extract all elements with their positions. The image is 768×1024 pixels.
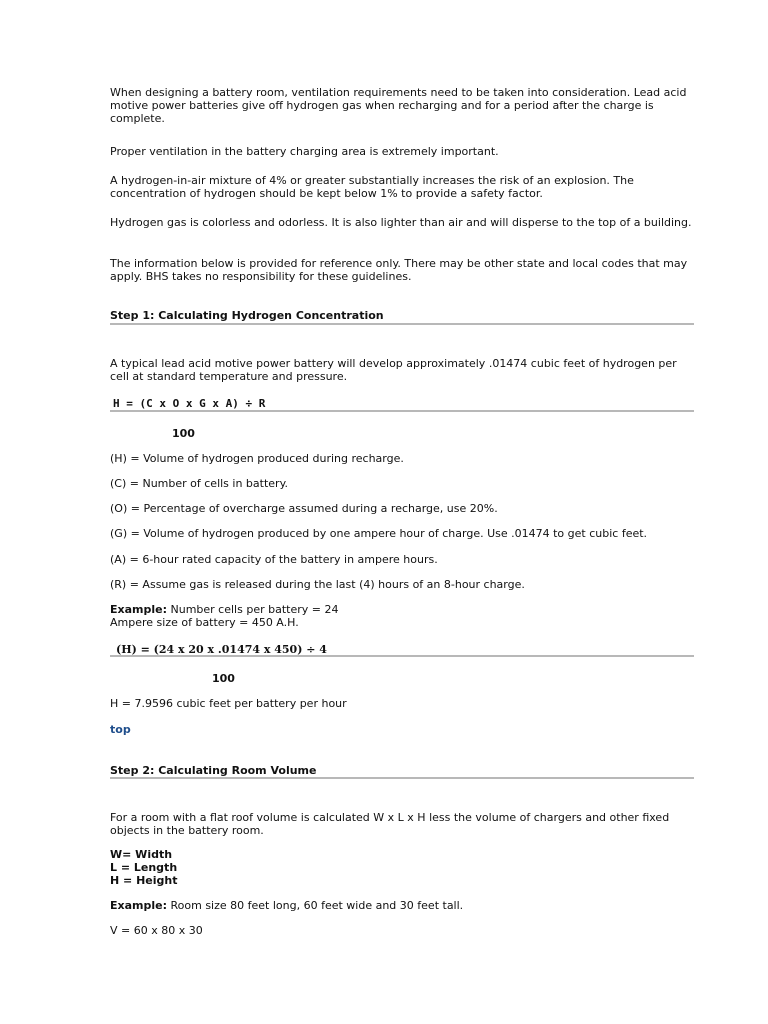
volume-calculation: V = 60 x 80 x 30 (110, 924, 203, 937)
formula-denominator: 100 (172, 427, 195, 440)
example-formula-divider (110, 655, 694, 657)
step1-intro: A typical lead acid motive power battery will develop approximately .01474 cubic feet of hydrogen per cell at standard temperature and pressure. (110, 357, 677, 383)
intro-paragraph-5: The information below is provided for reference only. There may be other state and local codes that may apply. BHS takes no responsibility for these guidelines. (110, 257, 688, 283)
step2-heading: Step 2: Calculating Room Volume (110, 764, 317, 777)
definition-width: W= Width (110, 848, 173, 861)
definition-a: (A) = 6-hour rated capacity of the battery in ampere hours. (110, 553, 438, 566)
step2-example-text: Room size 80 feet long, 60 feet wide and 30 feet tall. (167, 899, 464, 912)
intro-paragraph-1: When designing a battery room, ventilation requirements need to be taken into consideration. Lead acid motive power batteries give off hydrogen gas when recharging and for a period after the charge is complete. (110, 86, 687, 125)
step1-heading: Step 1: Calculating Hydrogen Concentration (110, 309, 384, 322)
step1-example (110, 603, 695, 629)
step1-result: H = 7.9596 cubic feet per battery per hour (110, 697, 347, 710)
intro-paragraph-3: A hydrogen-in-air mixture of 4% or greater substantially increases the risk of an explosion. The concentration of hydrogen should be kept below 1% to provide a safety factor. (110, 174, 634, 200)
step2-intro: For a room with a flat roof volume is calculated W x L x H less the volume of chargers and other fixed objects in the battery room. (110, 811, 670, 837)
hydrogen-formula: H = (C x O x G x A) ÷ R (113, 397, 266, 410)
example-formula: (H) = (24 x 20 x .01474 x 450) ÷ 4 (116, 643, 327, 656)
definition-o: (O) = Percentage of overcharge assumed during a recharge, use 20%. (110, 502, 498, 515)
step2-example-label: Example: (110, 899, 167, 912)
example-ampere: Ampere size of battery = 450 A.H. (110, 616, 299, 629)
example-denominator: 100 (212, 672, 235, 685)
definition-c: (C) = Number of cells in battery. (110, 477, 289, 490)
intro-paragraph-4: Hydrogen gas is colorless and odorless. It is also lighter than air and will disperse to the top of a building. (110, 216, 692, 229)
intro-paragraph-2: Proper ventilation in the battery charging area is extremely important. (110, 145, 499, 158)
definition-height: H = Height (110, 874, 178, 887)
example-cells: Number cells per battery = 24 (167, 603, 339, 616)
definition-r: (R) = Assume gas is released during the last (4) hours of an 8-hour charge. (110, 578, 525, 591)
top-link[interactable]: top (110, 723, 131, 736)
definition-length: L = Length (110, 861, 178, 874)
step2-example (110, 899, 695, 912)
definition-h: (H) = Volume of hydrogen produced during recharge. (110, 452, 404, 465)
definition-g: (G) = Volume of hydrogen produced by one ampere hour of charge. Use .01474 to get cubic feet. (110, 527, 648, 540)
step2-divider (110, 777, 694, 779)
example-label: Example: (110, 603, 167, 616)
formula-divider (110, 410, 694, 412)
step1-divider (110, 323, 694, 325)
